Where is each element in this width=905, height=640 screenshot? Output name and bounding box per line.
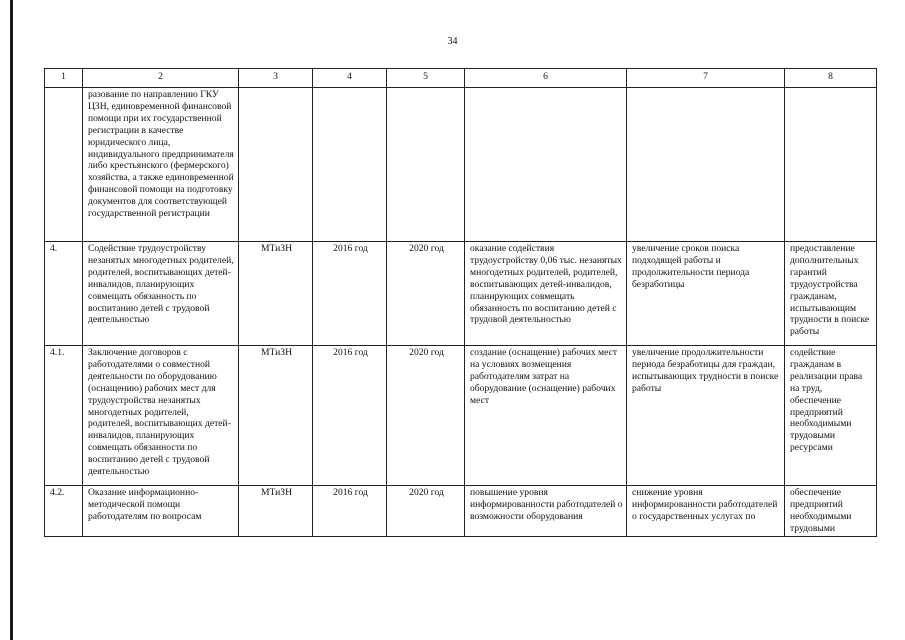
action-plan-table (44, 68, 877, 537)
table-row (45, 346, 877, 486)
cell-consequences (627, 88, 785, 242)
cell-executor: МТиЗН (239, 242, 313, 346)
header-cell: 2 (83, 69, 239, 88)
table-row (45, 88, 877, 242)
header-row (45, 69, 877, 88)
header-cell: 5 (387, 69, 465, 88)
cell-result (465, 88, 627, 242)
cell-result: повышение уровня информированности работодателей о возможности оборудования (465, 486, 627, 537)
scan-edge-border (10, 0, 13, 640)
cell-consequences: снижение уровня информированности работодателей о государственных услугах по (627, 486, 785, 537)
page-number: 34 (447, 36, 458, 47)
cell-measure: Оказание информационно-методической помощи работодателям по вопросам (83, 486, 239, 537)
table-row (45, 242, 877, 346)
cell-end (387, 88, 465, 242)
cell-start: 2016 год (313, 486, 387, 537)
cell-result: оказание содействия трудоустройству 0,06 тыс. незанятых многодетных родителей, родителей, воспитывающих детей-инвалидов, планирующих совмещать обязанность по воспитанию детей с трудовой деятельностью (465, 242, 627, 346)
header-cell: 3 (239, 69, 313, 88)
cell-number: 4.1. (45, 346, 83, 486)
cell-measure: Содействие трудоустройству незанятых многодетных родителей, родителей, воспитывающих детей-инвалидов, планирующих совмещать обязанность по воспитанию детей с трудовой деятельностью (83, 242, 239, 346)
cell-start: 2016 год (313, 242, 387, 346)
cell-link: содействие гражданам в реализации права на труд, обеспечение предприятий необходимыми трудовыми ресурсами (785, 346, 877, 486)
cell-link (785, 88, 877, 242)
header-cell: 7 (627, 69, 785, 88)
cell-end: 2020 год (387, 346, 465, 486)
cell-result: создание (оснащение) рабочих мест на условиях возмещения работодателям затрат на оборудование (оснащение) рабочих мест (465, 346, 627, 486)
cell-end: 2020 год (387, 242, 465, 346)
table-row (45, 486, 877, 537)
header-cell: 1 (45, 69, 83, 88)
cell-start: 2016 год (313, 346, 387, 486)
header-cell: 4 (313, 69, 387, 88)
cell-start (313, 88, 387, 242)
cell-number: 4.2. (45, 486, 83, 537)
cell-consequences: увеличение продолжительности периода безработицы для граждан, испытывающих трудности в поиске работы (627, 346, 785, 486)
cell-executor (239, 88, 313, 242)
cell-link: предоставление дополнительных гарантий трудоустройства гражданам, испытывающим трудности в поиске работы (785, 242, 877, 346)
cell-link: обеспечение предприятий необходимыми трудовыми (785, 486, 877, 537)
header-cell: 6 (465, 69, 627, 88)
cell-number (45, 88, 83, 242)
cell-consequences: увеличение сроков поиска подходящей работы и продолжительности периода безработицы (627, 242, 785, 346)
header-cell: 8 (785, 69, 877, 88)
cell-executor: МТиЗН (239, 486, 313, 537)
cell-end: 2020 год (387, 486, 465, 537)
cell-measure: Заключение договоров с работодателями о совместной деятельности по оборудованию (оснащению) рабочих мест для трудоустройства незанятых многодетных родителей, родителей, воспитывающих детей-инвалидов, планирующих совмещать обязанности по воспитанию детей с трудовой деятельностью (83, 346, 239, 486)
cell-number: 4. (45, 242, 83, 346)
cell-executor: МТиЗН (239, 346, 313, 486)
cell-measure: разование по направлению ГКУ ЦЗН, единовременной финансовой помощи при их государственной регистрации в качестве юридического лица, индивидуального предпринимателя либо крестьянского (фермерского) хозяйства, а также единовременной финансовой помощи на подготовку документов для соответствующей государственной регистрации (83, 88, 239, 242)
